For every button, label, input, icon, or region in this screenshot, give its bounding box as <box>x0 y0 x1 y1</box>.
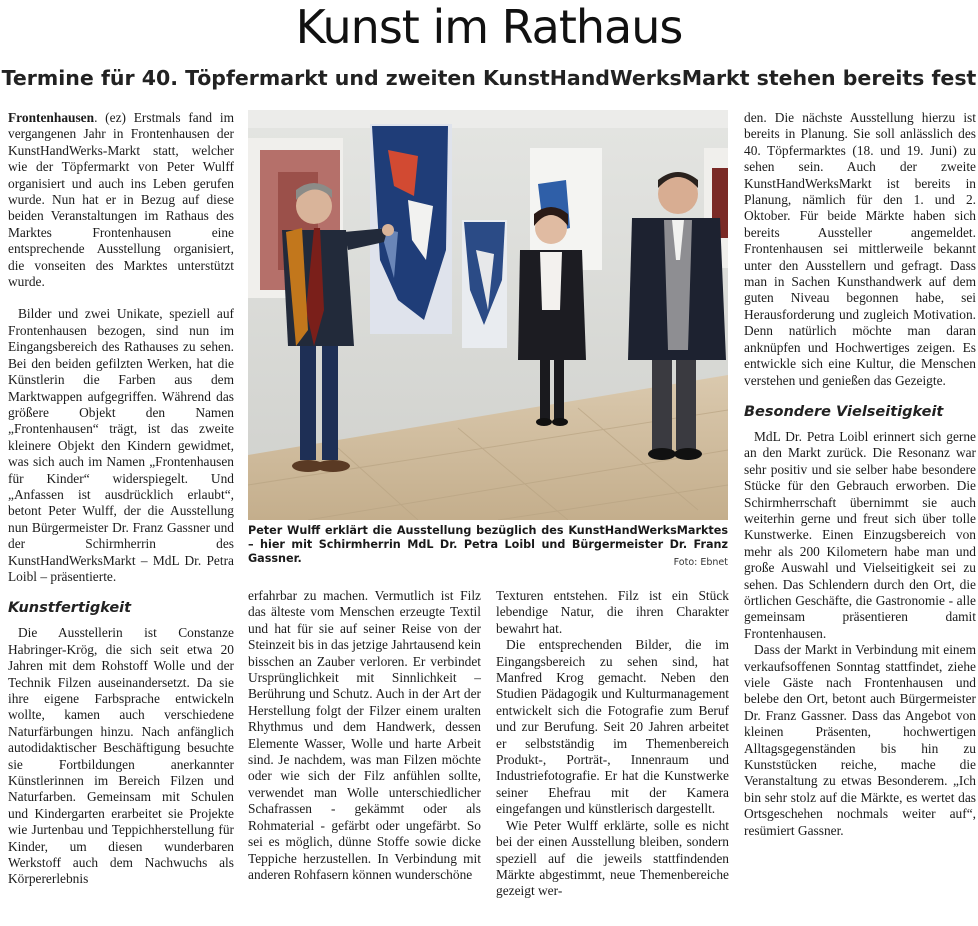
article-column-2 <box>248 588 481 883</box>
paragraph: den. Die nächste Ausstellung hierzu ist bereits in Planung. Sie soll anlässlich des 40. Töpfermarktes (18. und 19. Juni) zu sehen sein. Auch der zweite KunstHandWerksMarkt ist bereits in Planung, nämlich für den 1. und 2. Oktober. Für beide Märkte haben sich bereits Aussteller angemeldet. Frontenhausen sei mittlerweile bekannt unter den Ausstellern und gefragt. Dass man in Sachen Kunsthandwerk auf dem guten Niveau begonnen habe, sei Herausforderung und zugleich Motivation. Denn natürlich möchte man daran anknüpfen und Hochwertiges zeigen. Es entwickle sich eine Kultur, die Menschen verstehen und genießen das Gezeigte. <box>744 110 976 388</box>
paragraph: MdL Dr. Petra Loibl erinnert sich gerne an den Markt zurück. Die Resonanz war sehr positiv und sie selber habe besondere Stücke für den Gebrauch erworben. Die Schirmherrschaft übernimmt sie auch weiterhin gerne und freut sich über tolle Kunstwerke. Einen Einzugsbereich von mehr als 200 Kilometern habe man und große Auswahl und Vielseitigkeit sei zu sehen. Das Schlendern durch den Ort, die örtlichen Geschäfte, die Gastronomie - alle gemeinsam präsentieren damit Frontenhausen. <box>744 428 976 641</box>
article-column-3 <box>496 588 729 900</box>
paragraph: Dass der Markt in Verbindung mit einem verkaufsoffenen Sonntag stattfindet, ziehe viele Gäste nach Frontenhausen und belebe den Ort, betont auch Bürgermeister Dr. Franz Gassner. Dass das Angebot von kleinen Präsenten, hochwertigen Alltagsgegenständen bis hin zu Kunststücken reiche, mache die Veranstaltung zu etwas Besonderem. „Ich bin sehr stolz auf die Märkte, es wertet das Ortsgeschehen nochmals weiter auf“, resümiert Gassner. <box>744 642 976 838</box>
headline: Kunst im Rathaus <box>295 0 683 54</box>
subheadline: Termine für 40. Töpfermarkt und zweiten KunstHandWerksMarkt stehen bereits fest <box>1 66 977 90</box>
paragraph: erfahrbar zu machen. Vermutlich ist Filz das älteste vom Menschen erzeugte Textil und hat für sie auf seiner Reise von der Steinzeit bis in das jetzige Jahrtausend kein bisschen an Zauber verloren. Er verbindet Ursprünglichkeit mit Sinnlichkeit – Berührung und Schutz. Auch in der Art der Herstellung folgt der Filzer einem uralten Rhythmus und dem Handwerk, dessen Elemente Wasser, Wolle und harte Arbeit sind. Je nachdem, was man Filzen möchte oder wie sich der Filz anfühlen sollte, verwendet man Wolle unterschiedlicher Schafrassen - gekämmt oder als Rohmaterial - gefärbt oder ungefärbt. So sei es möglich, dünne Stoffe sowie dicke Teppiche herzustellen. In Verbindung mit anderen Rohfasern können wunderschöne <box>248 588 481 882</box>
article-column-1 <box>8 110 234 888</box>
paragraph: Die entsprechenden Bilder, die im Eingangsbereich zu sehen sind, hat Manfred Krog gemacht. Neben den Studien Pädagogik und Kulturmanagement entwickelt sich die Fotografie zum Beruf und zur Berufung. Seit 20 Jahren arbeitet er selbstständig im Themenbereich Produkt-, Porträt-, Innenraum und Industriefotografie. Er hat die Kunstwerke seiner Ehefrau mit der Kamera eingefangen und künstlerisch dargestellt. <box>496 637 729 817</box>
paragraph: Wie Peter Wulff erklärte, solle es nicht bei der einen Ausstellung bleiben, sondern speziell auf die jeweils stattfindenden Märkte abgestimmt, neue Themenbereiche gezeigt wer- <box>496 817 729 899</box>
article-photo <box>248 110 728 520</box>
section-heading: Besondere Vielseitigkeit <box>744 403 944 420</box>
exhibition-photo <box>248 110 728 520</box>
paragraph: Texturen entstehen. Filz ist ein Stück lebendige Natur, die ihren Charakter bewahrt hat. <box>496 588 729 636</box>
dateline: Frontenhausen <box>8 110 95 125</box>
article-column-4 <box>744 110 976 839</box>
section-heading: Kunstfertigkeit <box>8 600 132 617</box>
paragraph: Bilder und zwei Unikate, speziell auf Frontenhausen bezogen, sind nun im Eingangsbereich des Rathauses zu sehen. Bei den beiden gefilzten Werken, hat die Künstlerin die Farben aus dem Marktwappen aufgegriffen. Während das größere Objekt den Namen „Frontenhausen“ trägt, ist das zweite kleinere Objekt den Kindern gewidmet, was sich auch im Namen „Frontenhausen für Kinder“ widerspiegelt. Und „Anfassen ist ausdrücklich erlaubt“, betont Peter Wulff, der die Ausstellung nun Bürgermeister Dr. Franz Gassner und der Schirmherrin des KunstHandWerksMarkt – MdL Dr. Petra Loibl – präsentierte. <box>8 306 234 584</box>
photo-credit: Foto: Ebnet <box>673 557 728 568</box>
paragraph: Frontenhausen. (ez) Erstmals fand im vergangenen Jahr in Frontenhausen der KunstHandWerks-Markt statt, welcher wie der Töpfermarkt von Peter Wulff organisiert und auch ins Leben gerufen wurde. Nun hat er in Bezug auf diese beiden Veranstaltungen im Rathaus des Marktes Frontenhausen eine entsprechende Ausstellung organisiert, die vonseiten des Marktes unterstützt wurde. <box>8 110 234 290</box>
paragraph: Die Ausstellerin ist Constanze Habringer-Krög, die sich seit etwa 20 Jahren mit dem Rohstoff Wolle und der Technik Filzen auseinandersetzt. Da sie ihre eigene Farbsprache entwickeln wollte, kamen auch verschiedene Naturfärbungen hinzu. Nach anfänglich autodidaktischer Beschäftigung besuchte sie Fortbildungen anerkannter Künstlerinnen im Bereich Filzen und Naturfarben. Gemeinsam mit Schulen und Kindergarten erarbeitet sie Projekte wie Jurtenbau und Teppichherstellung für Kinder, um diesen wunderbaren Werkstoff auch dem Nachwuchs als Körpererlebnis <box>8 625 234 887</box>
photo-caption: Peter Wulff erklärt die Ausstellung bezüglich des KunstHandWerksMarktes – hier mit Schirmherrin MdL Dr. Petra Loibl und Bürgermeister Dr. Franz Gassner. <box>248 524 728 566</box>
